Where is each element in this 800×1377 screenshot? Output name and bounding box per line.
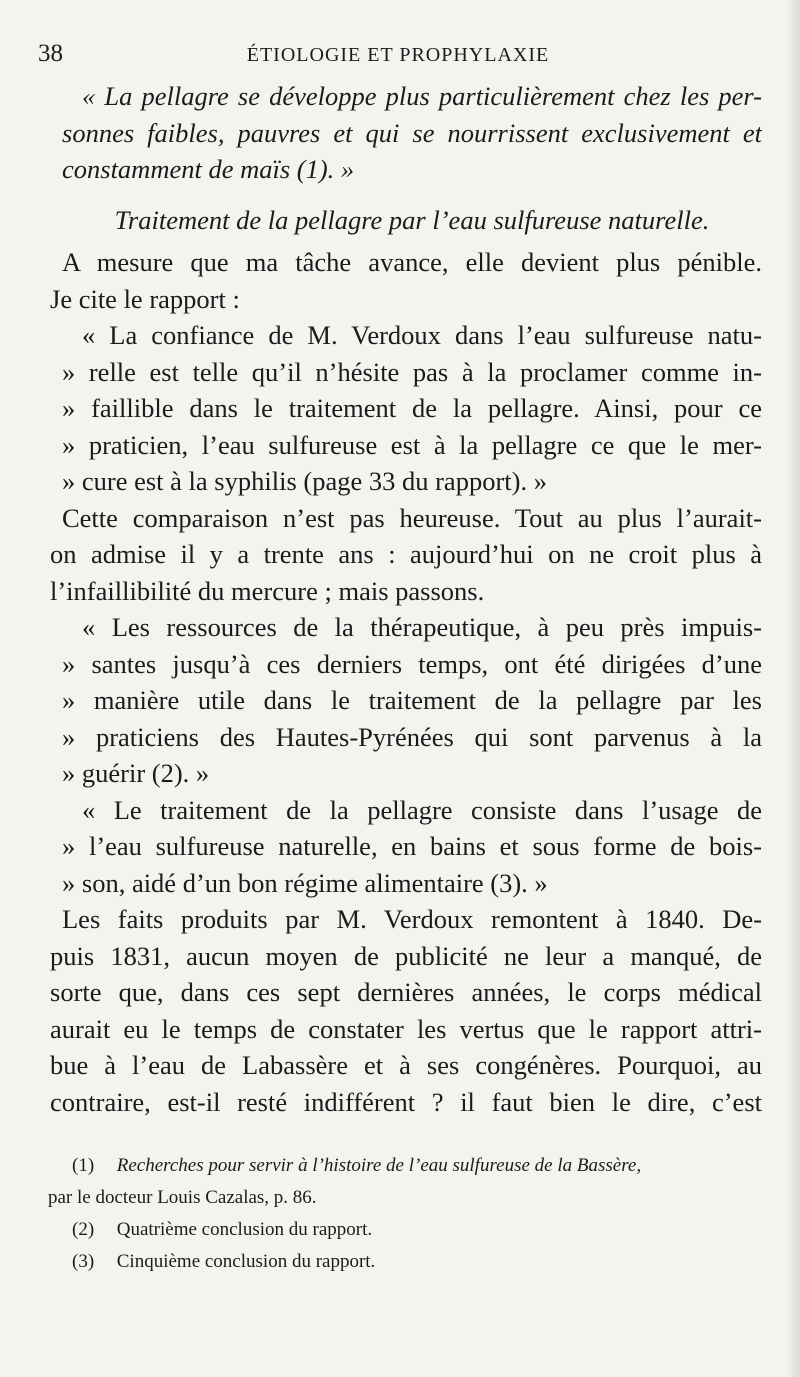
text-line: « La pellagre se développe plus particulièrement chez les per- [82,81,762,111]
section-heading: Traitement de la pellagre par l’eau sulfureuse naturelle. [114,204,710,235]
body-text [50,78,762,1120]
text-line: contraire, est-il resté indifférent ? il faut bien le dire, c’est [50,1086,762,1117]
text-line: » l’eau sulfureuse naturelle, en bains et sous forme de bois- [62,831,762,861]
text-line: Les faits produits par M. Verdoux remontent à 1840. De- [62,904,762,934]
text-line: » praticiens des Hautes-Pyrénées qui sont parvenus à la [62,721,762,752]
text-line: Cette comparaison n’est pas heureuse. Tout au plus l’aurait- [62,502,762,533]
text-line: Je cite le rapport : [50,283,240,314]
footnote-title: Recherches pour servir à l’histoire de l’eau sulfureuse de la Bassère, [116,1155,642,1176]
text-line: bue à l’eau de Labassère et à ses congénères. Pourquoi, au [50,1050,762,1080]
running-title: ÉTIOLOGIE ET PROPHYLAXIE [246,44,550,66]
text-line: » guérir (2). » [62,758,210,788]
page-header [38,40,758,74]
text-line: A mesure que ma tâche avance, elle devient plus pénible. [62,247,762,277]
text-line: » relle est telle qu’il n’hésite pas à la proclamer comme in- [62,356,762,387]
footnote-number: (3) [72,1251,95,1272]
page-edge-shadow [786,0,800,1377]
footnotes [48,1150,778,1278]
text-line: » manière utile dans le traitement de la pellagre par les [62,685,762,715]
footnote [48,1246,778,1278]
footnote-text: Cinquième conclusion du rapport. [116,1251,376,1272]
text-line: » son, aidé d’un bon régime alimentaire (3). » [62,867,548,898]
page-number: 38 [38,40,63,67]
text-line: constamment de maïs (1). » [62,154,355,184]
text-line: aurait eu le temps de constater les vertus que le rapport attri- [50,1013,762,1044]
text-line: » praticien, l’eau sulfureuse est à la pellagre ce que le mer- [62,429,762,460]
text-line: » faillible dans le traitement de la pellagre. Ainsi, pour ce [62,393,762,423]
footnote-number: (1) [72,1155,95,1176]
text-line: « La confiance de M. Verdoux dans l’eau sulfureuse natu- [82,320,762,350]
text-line: sorte que, dans ces sept dernières années, le corps médical [50,977,762,1007]
text-line: « Les ressources de la thérapeutique, à peu près impuis- [82,612,762,642]
text-line: » cure est à la syphilis (page 33 du rapport). » [62,466,547,496]
text-line: on admise il y a trente ans : aujourd’hui on ne croit plus à [50,539,762,569]
footnote [48,1150,778,1182]
text-line: puis 1831, aucun moyen de publicité ne leur a manqué, de [50,940,762,971]
footnote-number: (2) [72,1219,95,1240]
text-line: l’infaillibilité du mercure ; mais passons. [50,575,485,606]
footnote-text: par le docteur Louis Cazalas, p. 86. [48,1187,317,1208]
footnote [48,1214,778,1246]
text-line: » santes jusqu’à ces derniers temps, ont été dirigées d’une [62,648,762,679]
text-line: « Le traitement de la pellagre consiste dans l’usage de [82,794,762,825]
text-line: sonnes faibles, pauvres et qui se nourrissent exclusivement et [62,117,762,148]
footnote-text: Quatrième conclusion du rapport. [116,1219,373,1240]
footnote [48,1182,778,1214]
